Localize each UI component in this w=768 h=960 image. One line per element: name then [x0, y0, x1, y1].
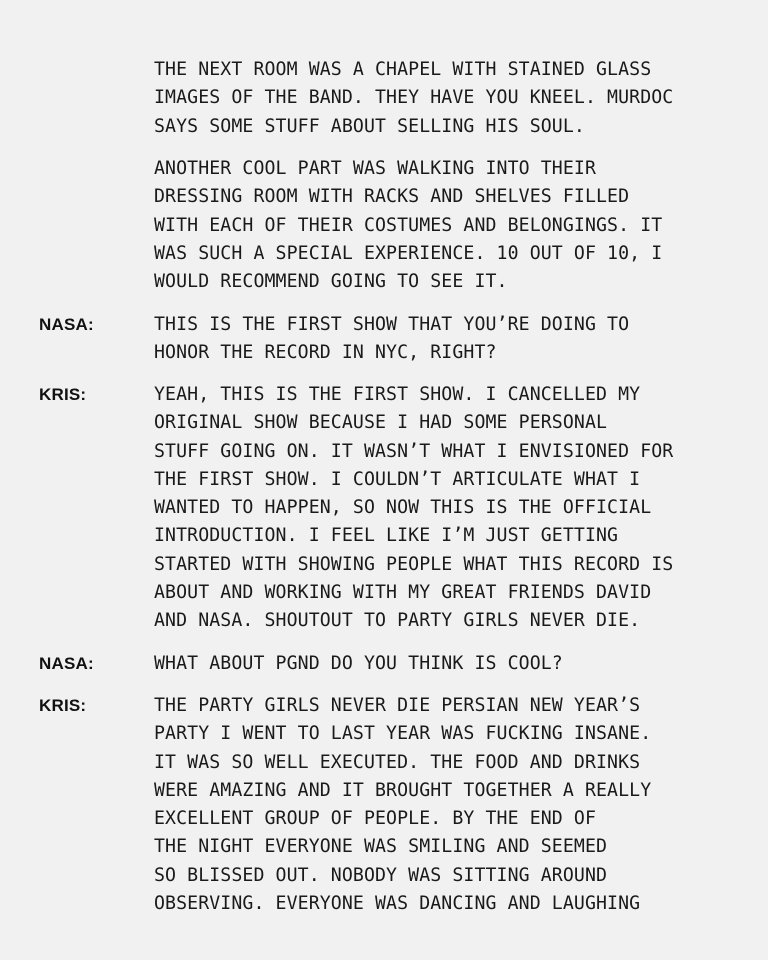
- text-line: WAS SUCH A SPECIAL EXPERIENCE. 10 OUT OF 10, I: [154, 242, 663, 264]
- text-line: STUFF GOING ON. IT WASN’T WHAT I ENVISIONED FOR: [154, 440, 674, 462]
- text-line: OBSERVING. EVERYONE WAS DANCING AND LAUGHING: [154, 893, 641, 915]
- text-line: ORIGINAL SHOW BECAUSE I HAD SOME PERSONAL: [154, 412, 608, 434]
- paragraph-text: [154, 155, 754, 296]
- dialogue-text: [154, 381, 754, 636]
- speaker-label: KRIS:: [39, 696, 87, 715]
- speaker-label: NASA:: [39, 315, 94, 334]
- dialogue-text: [154, 650, 754, 678]
- text-line: WERE AMAZING AND IT BROUGHT TOGETHER A REALLY: [154, 779, 652, 801]
- text-line: THE FIRST SHOW. I COULDN’T ARTICULATE WHAT I: [154, 468, 641, 490]
- dialogue-text: [154, 311, 754, 368]
- text-line: EXCELLENT GROUP OF PEOPLE. BY THE END OF: [154, 808, 596, 830]
- text-line: THE PARTY GIRLS NEVER DIE PERSIAN NEW YEAR’S: [154, 695, 641, 716]
- text-line: DRESSING ROOM WITH RACKS AND SHELVES FILLED: [154, 186, 630, 208]
- paragraph-text: [154, 56, 754, 141]
- text-line: WHAT ABOUT PGND DO YOU THINK IS COOL?: [154, 653, 563, 674]
- text-line: YEAH, THIS IS THE FIRST SHOW. I CANCELLED MY: [154, 384, 641, 405]
- text-line: SO BLISSED OUT. NOBODY WAS SITTING AROUND: [154, 864, 608, 886]
- text-line: IT WAS SO WELL EXECUTED. THE FOOD AND DRINKS: [154, 751, 641, 773]
- text-line: PARTY I WENT TO LAST YEAR WAS FUCKING INSANE.: [154, 723, 652, 745]
- text-line: WOULD RECOMMEND GOING TO SEE IT.: [154, 271, 508, 293]
- speaker-label: NASA:: [39, 654, 94, 673]
- text-line: INTRODUCTION. I FEEL LIKE I’M JUST GETTING: [154, 525, 619, 547]
- speaker-label: KRIS:: [39, 385, 87, 404]
- dialogue-text: [154, 692, 754, 918]
- text-line: WITH EACH OF THEIR COSTUMES AND BELONGINGS. IT: [154, 214, 663, 236]
- text-line: SAYS SOME STUFF ABOUT SELLING HIS SOUL.: [154, 115, 585, 137]
- text-line: HONOR THE RECORD IN NYC, RIGHT?: [154, 342, 497, 364]
- text-line: ANOTHER COOL PART WAS WALKING INTO THEIR: [154, 158, 596, 179]
- text-line: IMAGES OF THE BAND. THEY HAVE YOU KNEEL. MURDOC: [154, 87, 674, 109]
- text-line: ABOUT AND WORKING WITH MY GREAT FRIENDS DAVID: [154, 582, 652, 604]
- text-line: THE NIGHT EVERYONE WAS SMILING AND SEEMED: [154, 836, 608, 858]
- text-line: STARTED WITH SHOWING PEOPLE WHAT THIS RECORD IS: [154, 553, 674, 575]
- text-line: AND NASA. SHOUTOUT TO PARTY GIRLS NEVER DIE.: [154, 610, 641, 632]
- text-line: THE NEXT ROOM WAS A CHAPEL WITH STAINED GLASS: [154, 59, 652, 80]
- text-line: THIS IS THE FIRST SHOW THAT YOU’RE DOING TO: [154, 314, 630, 335]
- text-line: WANTED TO HAPPEN, SO NOW THIS IS THE OFFICIAL: [154, 497, 652, 519]
